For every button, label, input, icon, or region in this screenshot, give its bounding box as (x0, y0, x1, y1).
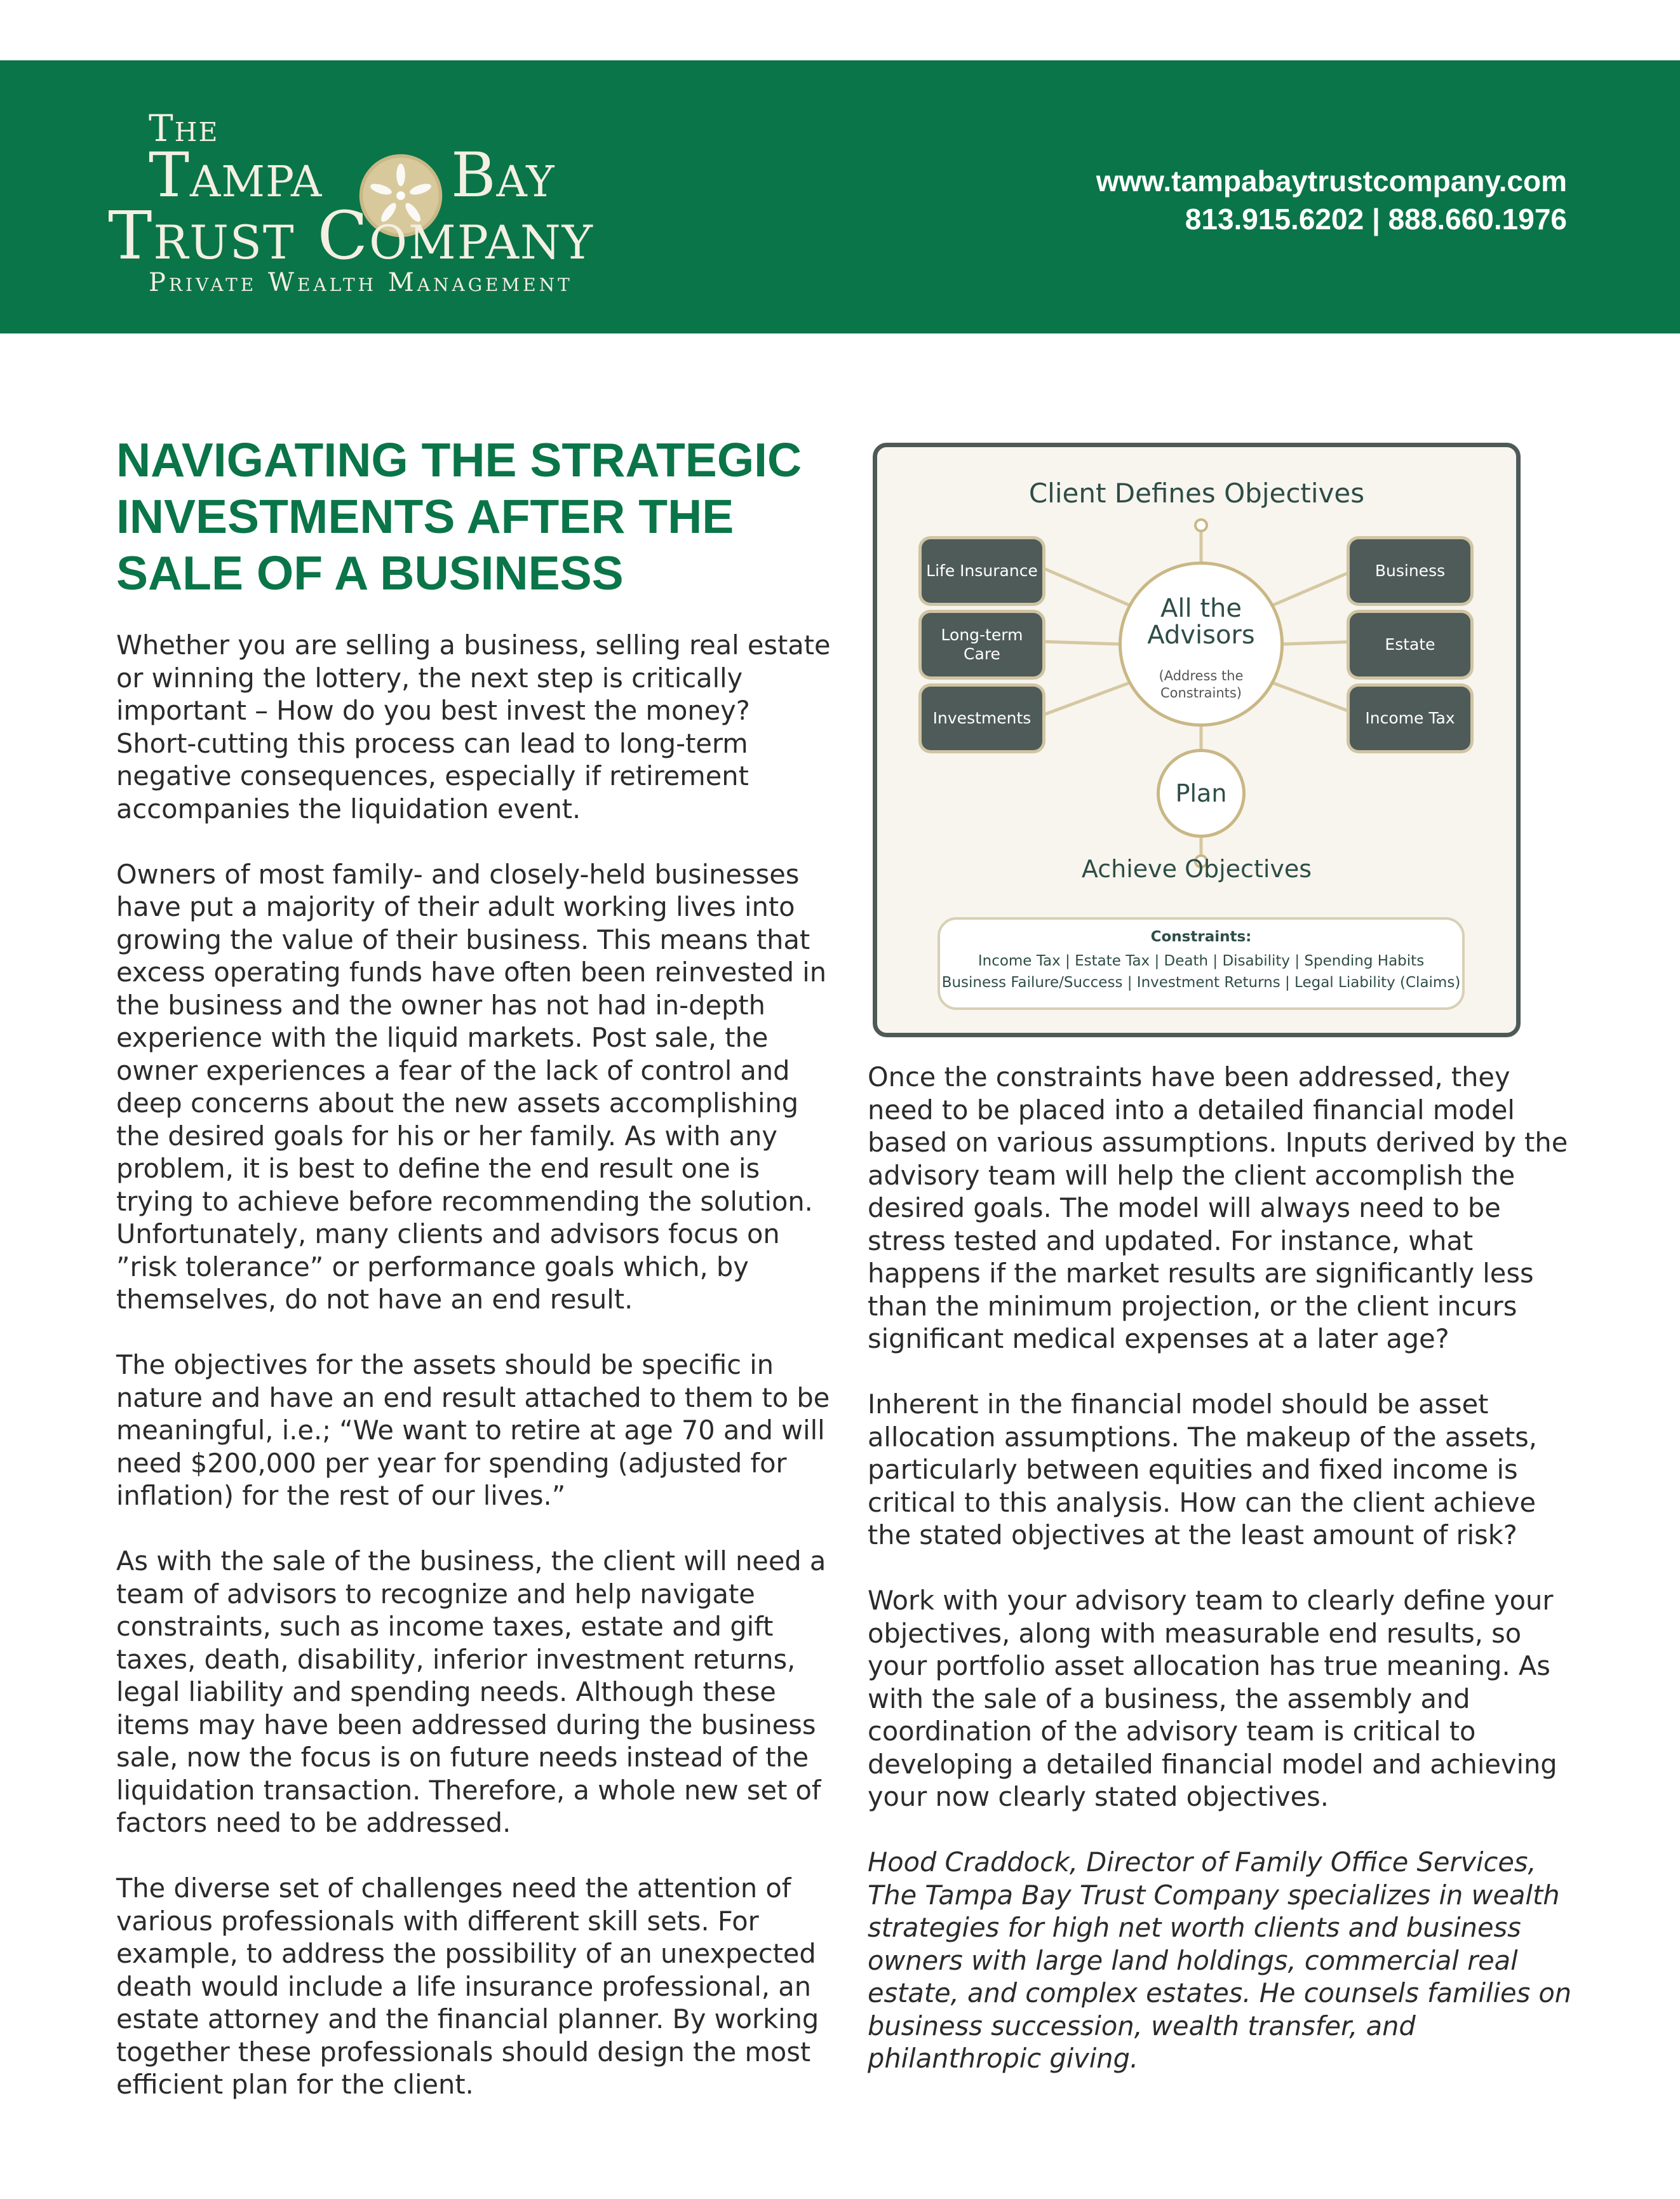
logo-text-trust-company: Trust Company (108, 197, 594, 274)
constraints-title: Constraints: (1150, 929, 1252, 945)
title-line: SALE OF A BUSINESS (116, 546, 624, 600)
author-bio: Hood Craddock, Director of Family Office Services, The Tampa Bay Trust Company specializes in wealth strategies for high net worth clients and business owners with large land holdings, commercial real estate, and complex estates. He counsels families on business succession, wealth transfer, and philanthropic giving. (868, 1846, 1572, 2074)
plan-node: Plan (1157, 749, 1246, 838)
body-paragraph: Once the constraints have been addressed, they need to be placed into a detailed financial model based on various assumptions. Inputs derived by the advisory team will help the client accomplish the desired goals. The model will always need to be stress tested and updated. For instance, what happens if the market results are significantly less than the minimum projection, or the client incurs significant medical expenses at a later age? (868, 1061, 1568, 1354)
constraints-box (937, 917, 1465, 1010)
company-logo[interactable] (108, 95, 616, 311)
body-paragraph: The objectives for the assets should be specific in nature and have an end result attached to them to be meaningful, i.e.; “We want to retire at age 70 and will need $200,000 per year for spending (adjusted for inflation) for the rest of our lives.” (116, 1349, 830, 1511)
article-left-column (116, 629, 837, 2101)
constraints-line: Business Failure/Success | Investment Returns | Legal Liability (Claims) (941, 974, 1461, 991)
logo-tagline: Private Wealth Management (149, 268, 573, 297)
advisors-hub-title: All the Advisors (1147, 594, 1255, 650)
diagram-bottom-label: Achieve Objectives (1081, 855, 1312, 883)
advisor-box-business: Business (1350, 539, 1470, 603)
logo-text-bay: Bay (451, 140, 555, 211)
body-paragraph: As with the sale of the business, the client will need a team of advisors to recognize and help navigate constraints, such as income taxes, estate and gift taxes, death, disability, inferior investment returns, legal liability and spending needs. Although these items may have been addressed during the business sale, now the focus is on future needs instead of the liquidation transaction. Therefore, a whole new set of factors need to be addressed. (116, 1545, 826, 1838)
advisor-box-life-insurance: Life Insurance (922, 539, 1042, 603)
article-title (116, 432, 847, 602)
phone-numbers: 813.915.6202 | 888.660.1976 (1185, 203, 1567, 236)
body-paragraph: Inherent in the financial model should be asset allocation assumptions. The makeup of the assets, particularly between equities and fixed income is critical to this analysis. How can the client achieve the stated objectives at the least amount of risk? (868, 1389, 1537, 1550)
constraints-line: Income Tax | Estate Tax | Death | Disability | Spending Habits (978, 953, 1425, 969)
body-paragraph: The diverse set of challenges need the attention of various professionals with different skill sets. For example, to address the possibility of an unexpected death would include a life insurance professional, an estate attorney and the financial planner. By working together these professionals should design the most efficient plan for the client. (116, 1873, 819, 2100)
advisor-box-long-term-care: Long-term Care (922, 613, 1042, 676)
advisor-box-investments: Investments (922, 687, 1042, 750)
body-paragraph: Whether you are selling a business, selling real estate or winning the lottery, the next step is critically important – How do you best invest the money? Short-cutting this process can lead to long-term negative consequences, especially if retirement accompanies the liquidation event. (116, 629, 831, 824)
logo-text-the: The (149, 107, 219, 150)
title-line: INVESTMENTS AFTER THE (116, 490, 734, 543)
advisors-hub-subtitle: (Address the Constraints) (1159, 668, 1244, 701)
diagram-top-label: Client Defines Objectives (1028, 478, 1365, 509)
logo-text-tampa: Tampa (149, 140, 323, 211)
advisor-box-income-tax: Income Tax (1350, 687, 1470, 750)
header-banner (0, 60, 1680, 333)
article-right-column (868, 1061, 1579, 2075)
advisor-box-estate: Estate (1350, 613, 1470, 676)
advisors-hub (1119, 562, 1284, 727)
body-paragraph: Owners of most family- and closely-held businesses have put a majority of their adult working lives into growing the value of their business. This means that excess operating funds have often been reinvested in the business and the owner has not had in-depth experience with the liquid markets. Post sale, the owner experiences a fear of the lack of control and deep concerns about the new assets accomplishing the desired goals for his or her family. As with any problem, it is best to define the end result one is trying to achieve before recommending the solution. Unfortunately, many clients and advisors focus on ”risk tolerance” or performance goals which, by themselves, do not have an end result. (116, 858, 827, 1315)
contact-info (1096, 162, 1567, 238)
title-line: NAVIGATING THE STRATEGIC (116, 433, 802, 487)
advisor-diagram (873, 443, 1521, 1037)
website-link[interactable]: www.tampabaytrustcompany.com (1096, 165, 1567, 198)
body-paragraph: Work with your advisory team to clearly define your objectives, along with measurable end results, so your portfolio asset allocation has true meaning. As with the sale of a business, the assembly and coordination of the advisory team is critical to developing a detailed financial model and achieving your now clearly stated objectives. (868, 1585, 1557, 1812)
